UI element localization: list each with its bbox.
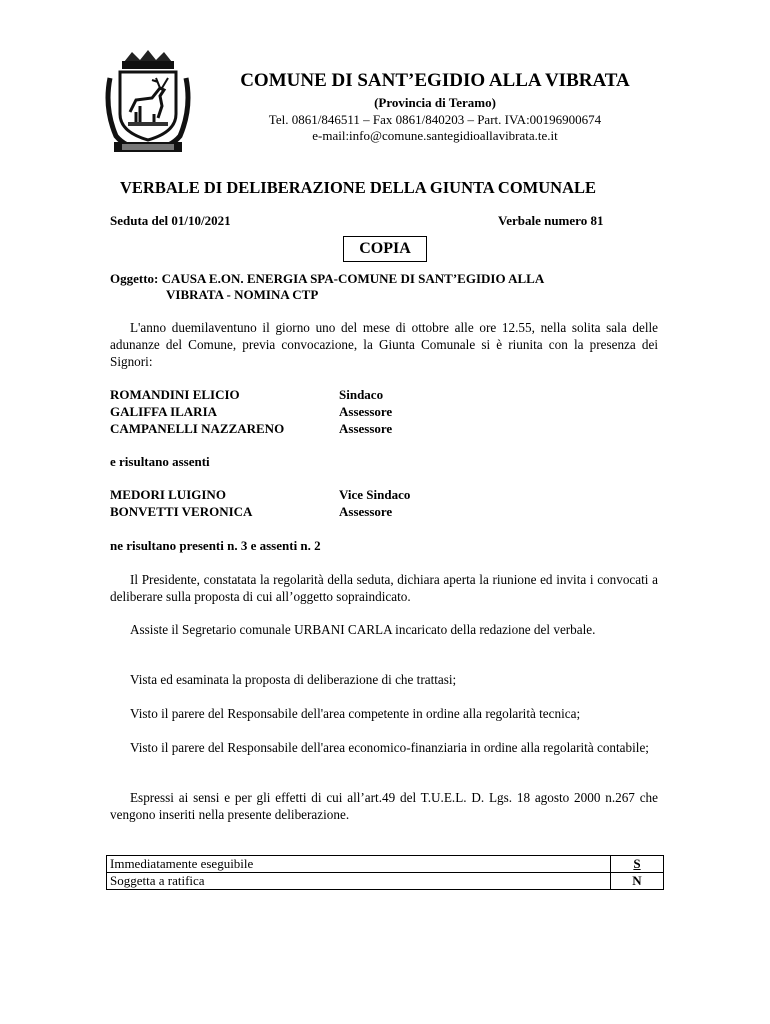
subject-line-1: Oggetto: CAUSA E.ON. ENERGIA SPA-COMUNE DI SANT’EGIDIO ALLA [110, 271, 545, 286]
paragraph-text: Visto il parere del Responsabile dell'area economico-finanziaria in ordine alla regolarità contabile; [130, 740, 649, 755]
paragraph-accounting-opinion [110, 739, 658, 756]
municipality-title: COMUNE DI SANT’EGIDIO ALLA VIBRATA [240, 70, 630, 91]
intro-text: L'anno duemilaventuno il giorno uno del mese di ottobre alle ore 12.55, nella solita sala delle adunanze del Comune, previa convocazione, la Giunta Comunale si è riunita con la presenza dei Signori: [110, 320, 658, 369]
absent-role-1: Vice Sindaco [339, 487, 411, 502]
status-label: Immediatamente eseguibile [107, 856, 611, 873]
absent-role-2: Assessore [339, 504, 393, 519]
copy-stamp: COPIA [343, 236, 427, 262]
status-value: N [611, 873, 664, 890]
paragraph-text: Assiste il Segretario comunale URBANI CARLA incaricato della redazione del verbale. [130, 622, 596, 637]
present-role-3: Assessore [339, 421, 393, 436]
province-line: (Provincia di Teramo) [374, 95, 496, 110]
paragraph-tuel [110, 789, 658, 823]
paragraph-text: Visto il parere del Responsabile dell'area competente in ordine alla regolarità tecnica; [130, 706, 581, 721]
absent-label: e risultano assenti [110, 454, 210, 469]
subject-line-2: VIBRATA - NOMINA CTP [166, 287, 319, 302]
execution-status-table [106, 855, 664, 890]
paragraph-proposal [110, 671, 658, 688]
session-date: Seduta del 01/10/2021 [110, 213, 231, 228]
status-label: Soggetta a ratifica [107, 873, 611, 890]
minutes-number: Verbale numero 81 [498, 213, 604, 228]
paragraph-president [110, 571, 658, 605]
contacts-line: Tel. 0861/846511 – Fax 0861/840203 – Part. IVA:00196900674 [268, 112, 602, 127]
intro-paragraph [110, 319, 658, 370]
present-role-1: Sindaco [339, 387, 384, 402]
absent-name-2: BONVETTI VERONICA [110, 504, 253, 519]
present-name-1: ROMANDINI ELICIO [110, 387, 240, 402]
document-title: VERBALE DI DELIBERAZIONE DELLA GIUNTA COMUNALE [120, 178, 596, 197]
absent-name-1: MEDORI LUIGINO [110, 487, 226, 502]
paragraph-text: Espressi ai sensi e per gli effetti di cui all’art.49 del T.U.E.L. D. Lgs. 18 agosto 2000 n.267 che vengono inseriti nella presente deliberazione. [110, 790, 658, 822]
table-row [107, 873, 664, 890]
paragraph-text: Il Presidente, constatata la regolarità della seduta, dichiara aperta la riunione ed invita i convocati a deliberare sulla proposta di cui all’oggetto sopraindicato. [110, 572, 658, 604]
status-value: S [611, 856, 664, 873]
email-line: e-mail:info@comune.santegidioallavibrata.te.it [312, 128, 558, 143]
present-role-2: Assessore [339, 404, 393, 419]
table-row [107, 856, 664, 873]
present-name-3: CAMPANELLI NAZZARENO [110, 421, 285, 436]
paragraph-technical-opinion [110, 705, 658, 722]
attendance-count: ne risultano presenti n. 3 e assenti n. 2 [110, 538, 321, 553]
paragraph-text: Vista ed esaminata la proposta di deliberazione di che trattasi; [130, 672, 457, 687]
present-name-2: GALIFFA ILARIA [110, 404, 218, 419]
coat-of-arms-icon [102, 48, 194, 154]
paragraph-secretary [110, 621, 658, 638]
